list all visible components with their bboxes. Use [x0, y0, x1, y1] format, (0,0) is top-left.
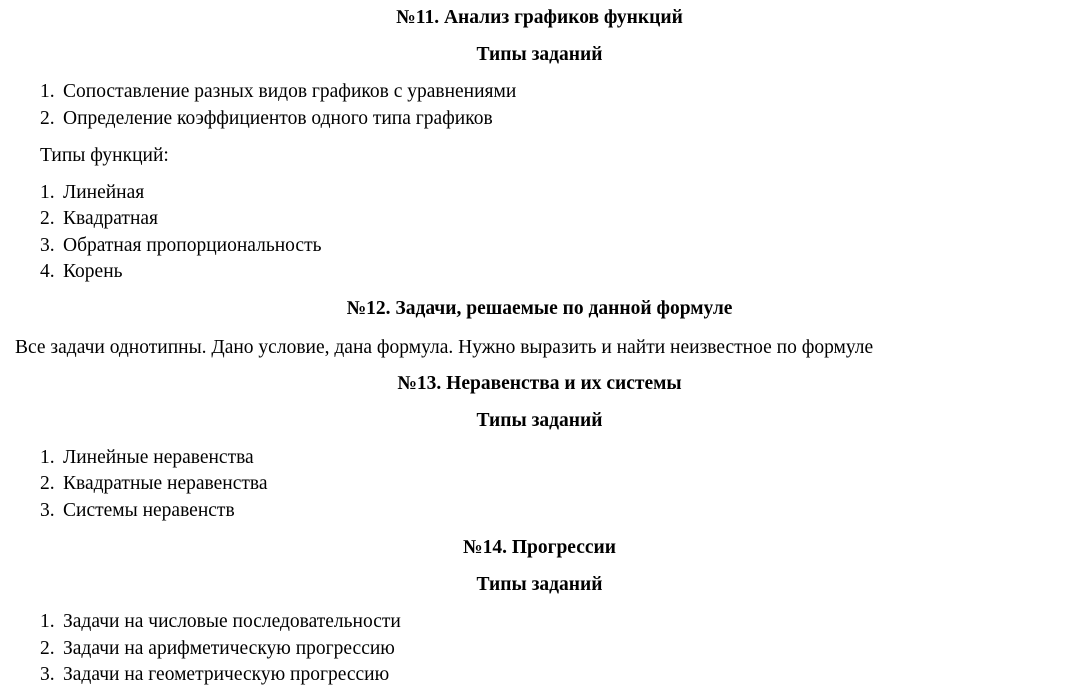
list-item: Сопоставление разных видов графиков с уравнениями: [63, 81, 517, 102]
list-item: Корень: [63, 261, 123, 282]
list-marker: 1.: [40, 81, 55, 102]
list-marker: 1.: [40, 447, 55, 468]
list-marker: 2.: [40, 108, 55, 129]
list-item: Задачи на арифметическую прогрессию: [63, 638, 395, 659]
list-marker: 3.: [40, 235, 55, 256]
list-marker: 1.: [40, 182, 55, 203]
section-14-subtitle: Типы заданий: [476, 574, 603, 595]
section-12-text: Все задачи однотипны. Дано условие, дана формула. Нужно выразить и найти неизвестное по формуле: [15, 337, 874, 358]
section-11-subtitle: Типы заданий: [476, 44, 603, 65]
list-marker: 2.: [40, 638, 55, 659]
list-marker: 1.: [40, 611, 55, 632]
list-marker: 2.: [40, 208, 55, 229]
list-item: Линейные неравенства: [63, 447, 254, 468]
list-item: Системы неравенств: [63, 500, 235, 521]
list-marker: 2.: [40, 473, 55, 494]
section-12-title: №12. Задачи, решаемые по данной формуле: [346, 298, 733, 319]
list-item: Обратная пропорциональность: [63, 235, 322, 256]
list-item: Квадратные неравенства: [63, 473, 268, 494]
section-14-title: №14. Прогрессии: [463, 537, 616, 558]
list-marker: 3.: [40, 500, 55, 521]
list-item: Линейная: [63, 182, 145, 203]
list-item: Задачи на числовые последовательности: [63, 611, 401, 632]
list-item: Определение коэффициентов одного типа графиков: [63, 108, 493, 129]
list-item: Задачи на геометрическую прогрессию: [63, 664, 390, 685]
functions-label: Типы функций:: [40, 145, 169, 166]
section-11-title: №11. Анализ графиков функций: [396, 7, 683, 28]
section-13-subtitle: Типы заданий: [476, 410, 603, 431]
list-marker: 3.: [40, 664, 55, 685]
section-13-title: №13. Неравенства и их системы: [397, 373, 682, 394]
list-item: Квадратная: [63, 208, 159, 229]
list-marker: 4.: [40, 261, 55, 282]
